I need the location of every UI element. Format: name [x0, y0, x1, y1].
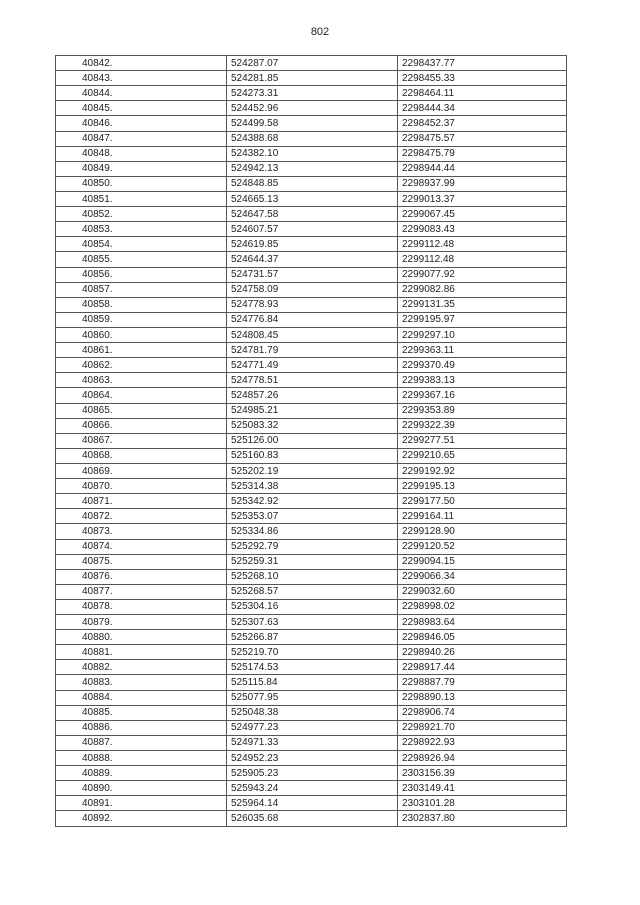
- point-number-cell: 40857.: [56, 282, 227, 297]
- easting-cell: 524771.49: [227, 358, 398, 373]
- table-row: [56, 282, 567, 297]
- table-row: [56, 191, 567, 206]
- northing-cell: 2299195.97: [398, 312, 567, 327]
- northing-cell: 2298944.44: [398, 161, 567, 176]
- easting-cell: 525342.92: [227, 494, 398, 509]
- northing-cell: 2298926.94: [398, 751, 567, 766]
- northing-cell: 2298921.70: [398, 720, 567, 735]
- point-number-cell: 40859.: [56, 312, 227, 327]
- northing-cell: 2298983.64: [398, 615, 567, 630]
- table-row: [56, 509, 567, 524]
- northing-cell: 2299077.92: [398, 267, 567, 282]
- northing-cell: 2299367.16: [398, 388, 567, 403]
- table-row: [56, 705, 567, 720]
- point-number-cell: 40888.: [56, 751, 227, 766]
- point-number-cell: 40879.: [56, 615, 227, 630]
- northing-cell: 2299164.11: [398, 509, 567, 524]
- table-row: [56, 343, 567, 358]
- easting-cell: 525077.95: [227, 690, 398, 705]
- point-number-cell: 40884.: [56, 690, 227, 705]
- northing-cell: 2299195.13: [398, 479, 567, 494]
- table-row: [56, 781, 567, 796]
- easting-cell: 525943.24: [227, 781, 398, 796]
- table-row: [56, 675, 567, 690]
- northing-cell: 2299363.11: [398, 343, 567, 358]
- table-row: [56, 751, 567, 766]
- table-row: [56, 131, 567, 146]
- easting-cell: 525115.84: [227, 675, 398, 690]
- point-number-cell: 40866.: [56, 418, 227, 433]
- easting-cell: 524281.85: [227, 71, 398, 86]
- northing-cell: 2298946.05: [398, 630, 567, 645]
- northing-cell: 2299131.35: [398, 297, 567, 312]
- table-row: [56, 554, 567, 569]
- northing-cell: 2298998.02: [398, 599, 567, 614]
- northing-cell: 2298452.37: [398, 116, 567, 131]
- northing-cell: 2299297.10: [398, 327, 567, 342]
- table-row: [56, 615, 567, 630]
- point-number-cell: 40868.: [56, 448, 227, 463]
- point-number-cell: 40872.: [56, 509, 227, 524]
- point-number-cell: 40881.: [56, 645, 227, 660]
- point-number-cell: 40869.: [56, 463, 227, 478]
- point-number-cell: 40861.: [56, 343, 227, 358]
- northing-cell: 2299192.92: [398, 463, 567, 478]
- table-row: [56, 418, 567, 433]
- easting-cell: 524848.85: [227, 176, 398, 191]
- table-row: [56, 252, 567, 267]
- easting-cell: 524977.23: [227, 720, 398, 735]
- table-row: [56, 116, 567, 131]
- point-number-cell: 40850.: [56, 176, 227, 191]
- point-number-cell: 40882.: [56, 660, 227, 675]
- easting-cell: 524857.26: [227, 388, 398, 403]
- easting-cell: 525259.31: [227, 554, 398, 569]
- point-number-cell: 40842.: [56, 56, 227, 71]
- northing-cell: 2299112.48: [398, 252, 567, 267]
- point-number-cell: 40854.: [56, 237, 227, 252]
- table-row: [56, 584, 567, 599]
- easting-cell: 524778.51: [227, 373, 398, 388]
- easting-cell: 525307.63: [227, 615, 398, 630]
- easting-cell: 525174.53: [227, 660, 398, 675]
- point-number-cell: 40875.: [56, 554, 227, 569]
- northing-cell: 2302837.80: [398, 811, 567, 826]
- table-row: [56, 735, 567, 750]
- northing-cell: 2298437.77: [398, 56, 567, 71]
- northing-cell: 2298475.79: [398, 146, 567, 161]
- northing-cell: 2298444.34: [398, 101, 567, 116]
- easting-cell: 525266.87: [227, 630, 398, 645]
- point-number-cell: 40844.: [56, 86, 227, 101]
- northing-cell: 2299083.43: [398, 222, 567, 237]
- northing-cell: 2298906.74: [398, 705, 567, 720]
- easting-cell: 524776.84: [227, 312, 398, 327]
- point-number-cell: 40880.: [56, 630, 227, 645]
- table-row: [56, 267, 567, 282]
- table-row: [56, 327, 567, 342]
- easting-cell: 524388.68: [227, 131, 398, 146]
- easting-cell: 525334.86: [227, 524, 398, 539]
- table-row: [56, 176, 567, 191]
- northing-cell: 2298887.79: [398, 675, 567, 690]
- northing-cell: 2298890.13: [398, 690, 567, 705]
- table-row: [56, 479, 567, 494]
- point-number-cell: 40867.: [56, 433, 227, 448]
- easting-cell: 525219.70: [227, 645, 398, 660]
- northing-cell: 2298475.57: [398, 131, 567, 146]
- point-number-cell: 40862.: [56, 358, 227, 373]
- northing-cell: 2299082.86: [398, 282, 567, 297]
- easting-cell: 525083.32: [227, 418, 398, 433]
- table-row: [56, 720, 567, 735]
- point-number-cell: 40870.: [56, 479, 227, 494]
- northing-cell: 2299128.90: [398, 524, 567, 539]
- point-number-cell: 40883.: [56, 675, 227, 690]
- point-number-cell: 40885.: [56, 705, 227, 720]
- easting-cell: 524952.23: [227, 751, 398, 766]
- table-row: [56, 766, 567, 781]
- point-number-cell: 40891.: [56, 796, 227, 811]
- northing-cell: 2299383.13: [398, 373, 567, 388]
- easting-cell: 525202.19: [227, 463, 398, 478]
- point-number-cell: 40853.: [56, 222, 227, 237]
- table-row: [56, 358, 567, 373]
- page-number: 802: [310, 26, 330, 38]
- table-row: [56, 388, 567, 403]
- table-row: [56, 373, 567, 388]
- easting-cell: 524942.13: [227, 161, 398, 176]
- easting-cell: 525314.38: [227, 479, 398, 494]
- table-row: [56, 463, 567, 478]
- point-number-cell: 40848.: [56, 146, 227, 161]
- point-number-cell: 40860.: [56, 327, 227, 342]
- table-row: [56, 222, 567, 237]
- point-number-cell: 40851.: [56, 191, 227, 206]
- point-number-cell: 40849.: [56, 161, 227, 176]
- easting-cell: 524665.13: [227, 191, 398, 206]
- table-row: [56, 630, 567, 645]
- point-number-cell: 40846.: [56, 116, 227, 131]
- northing-cell: 2298922.93: [398, 735, 567, 750]
- easting-cell: 525048.38: [227, 705, 398, 720]
- easting-cell: 525304.16: [227, 599, 398, 614]
- point-number-cell: 40843.: [56, 71, 227, 86]
- table-row: [56, 207, 567, 222]
- point-number-cell: 40864.: [56, 388, 227, 403]
- point-number-cell: 40877.: [56, 584, 227, 599]
- point-number-cell: 40890.: [56, 781, 227, 796]
- point-number-cell: 40876.: [56, 569, 227, 584]
- northing-cell: 2298917.44: [398, 660, 567, 675]
- northing-cell: 2299277.51: [398, 433, 567, 448]
- easting-cell: 524781.79: [227, 343, 398, 358]
- table-row: [56, 56, 567, 71]
- easting-cell: 525268.10: [227, 569, 398, 584]
- northing-cell: 2299353.89: [398, 403, 567, 418]
- point-number-cell: 40847.: [56, 131, 227, 146]
- easting-cell: 525353.07: [227, 509, 398, 524]
- easting-cell: 524382.10: [227, 146, 398, 161]
- table-row: [56, 524, 567, 539]
- table-row: [56, 494, 567, 509]
- northing-cell: 2299032.60: [398, 584, 567, 599]
- northing-cell: 2298464.11: [398, 86, 567, 101]
- point-number-cell: 40863.: [56, 373, 227, 388]
- table-row: [56, 569, 567, 584]
- coordinate-table-body: [56, 56, 567, 827]
- point-number-cell: 40845.: [56, 101, 227, 116]
- easting-cell: 524607.57: [227, 222, 398, 237]
- easting-cell: 524499.58: [227, 116, 398, 131]
- northing-cell: 2298940.26: [398, 645, 567, 660]
- table-row: [56, 312, 567, 327]
- point-number-cell: 40871.: [56, 494, 227, 509]
- easting-cell: 524273.31: [227, 86, 398, 101]
- easting-cell: 525905.23: [227, 766, 398, 781]
- table-row: [56, 433, 567, 448]
- table-row: [56, 796, 567, 811]
- easting-cell: 524452.96: [227, 101, 398, 116]
- point-number-cell: 40874.: [56, 539, 227, 554]
- easting-cell: 525964.14: [227, 796, 398, 811]
- easting-cell: 524287.07: [227, 56, 398, 71]
- northing-cell: 2299112.48: [398, 237, 567, 252]
- point-number-cell: 40858.: [56, 297, 227, 312]
- northing-cell: 2299210.65: [398, 448, 567, 463]
- table-row: [56, 237, 567, 252]
- table-row: [56, 403, 567, 418]
- point-number-cell: 40886.: [56, 720, 227, 735]
- easting-cell: 524778.93: [227, 297, 398, 312]
- table-row: [56, 448, 567, 463]
- northing-cell: 2298455.33: [398, 71, 567, 86]
- easting-cell: 524647.58: [227, 207, 398, 222]
- northing-cell: 2299094.15: [398, 554, 567, 569]
- point-number-cell: 40852.: [56, 207, 227, 222]
- northing-cell: 2299370.49: [398, 358, 567, 373]
- table-row: [56, 645, 567, 660]
- northing-cell: 2303149.41: [398, 781, 567, 796]
- point-number-cell: 40856.: [56, 267, 227, 282]
- northing-cell: 2303101.28: [398, 796, 567, 811]
- northing-cell: 2299013.37: [398, 191, 567, 206]
- table-row: [56, 539, 567, 554]
- point-number-cell: 40887.: [56, 735, 227, 750]
- table-row: [56, 146, 567, 161]
- easting-cell: 525160.83: [227, 448, 398, 463]
- northing-cell: 2298937.99: [398, 176, 567, 191]
- table-row: [56, 660, 567, 675]
- table-row: [56, 101, 567, 116]
- table-row: [56, 71, 567, 86]
- easting-cell: 526035.68: [227, 811, 398, 826]
- northing-cell: 2299120.52: [398, 539, 567, 554]
- table-row: [56, 161, 567, 176]
- table-row: [56, 297, 567, 312]
- table-row: [56, 690, 567, 705]
- northing-cell: 2299066.34: [398, 569, 567, 584]
- point-number-cell: 40889.: [56, 766, 227, 781]
- point-number-cell: 40878.: [56, 599, 227, 614]
- northing-cell: 2303156.39: [398, 766, 567, 781]
- easting-cell: 524971.33: [227, 735, 398, 750]
- easting-cell: 524758.09: [227, 282, 398, 297]
- northing-cell: 2299322.39: [398, 418, 567, 433]
- point-number-cell: 40892.: [56, 811, 227, 826]
- easting-cell: 525126.00: [227, 433, 398, 448]
- table-row: [56, 86, 567, 101]
- easting-cell: 524731.57: [227, 267, 398, 282]
- point-number-cell: 40855.: [56, 252, 227, 267]
- easting-cell: 525292.79: [227, 539, 398, 554]
- coordinate-table: [55, 55, 567, 827]
- easting-cell: 525268.57: [227, 584, 398, 599]
- northing-cell: 2299067.45: [398, 207, 567, 222]
- easting-cell: 524985.21: [227, 403, 398, 418]
- easting-cell: 524808.45: [227, 327, 398, 342]
- table-row: [56, 599, 567, 614]
- easting-cell: 524644.37: [227, 252, 398, 267]
- northing-cell: 2299177.50: [398, 494, 567, 509]
- table-row: [56, 811, 567, 826]
- easting-cell: 524619.85: [227, 237, 398, 252]
- point-number-cell: 40865.: [56, 403, 227, 418]
- point-number-cell: 40873.: [56, 524, 227, 539]
